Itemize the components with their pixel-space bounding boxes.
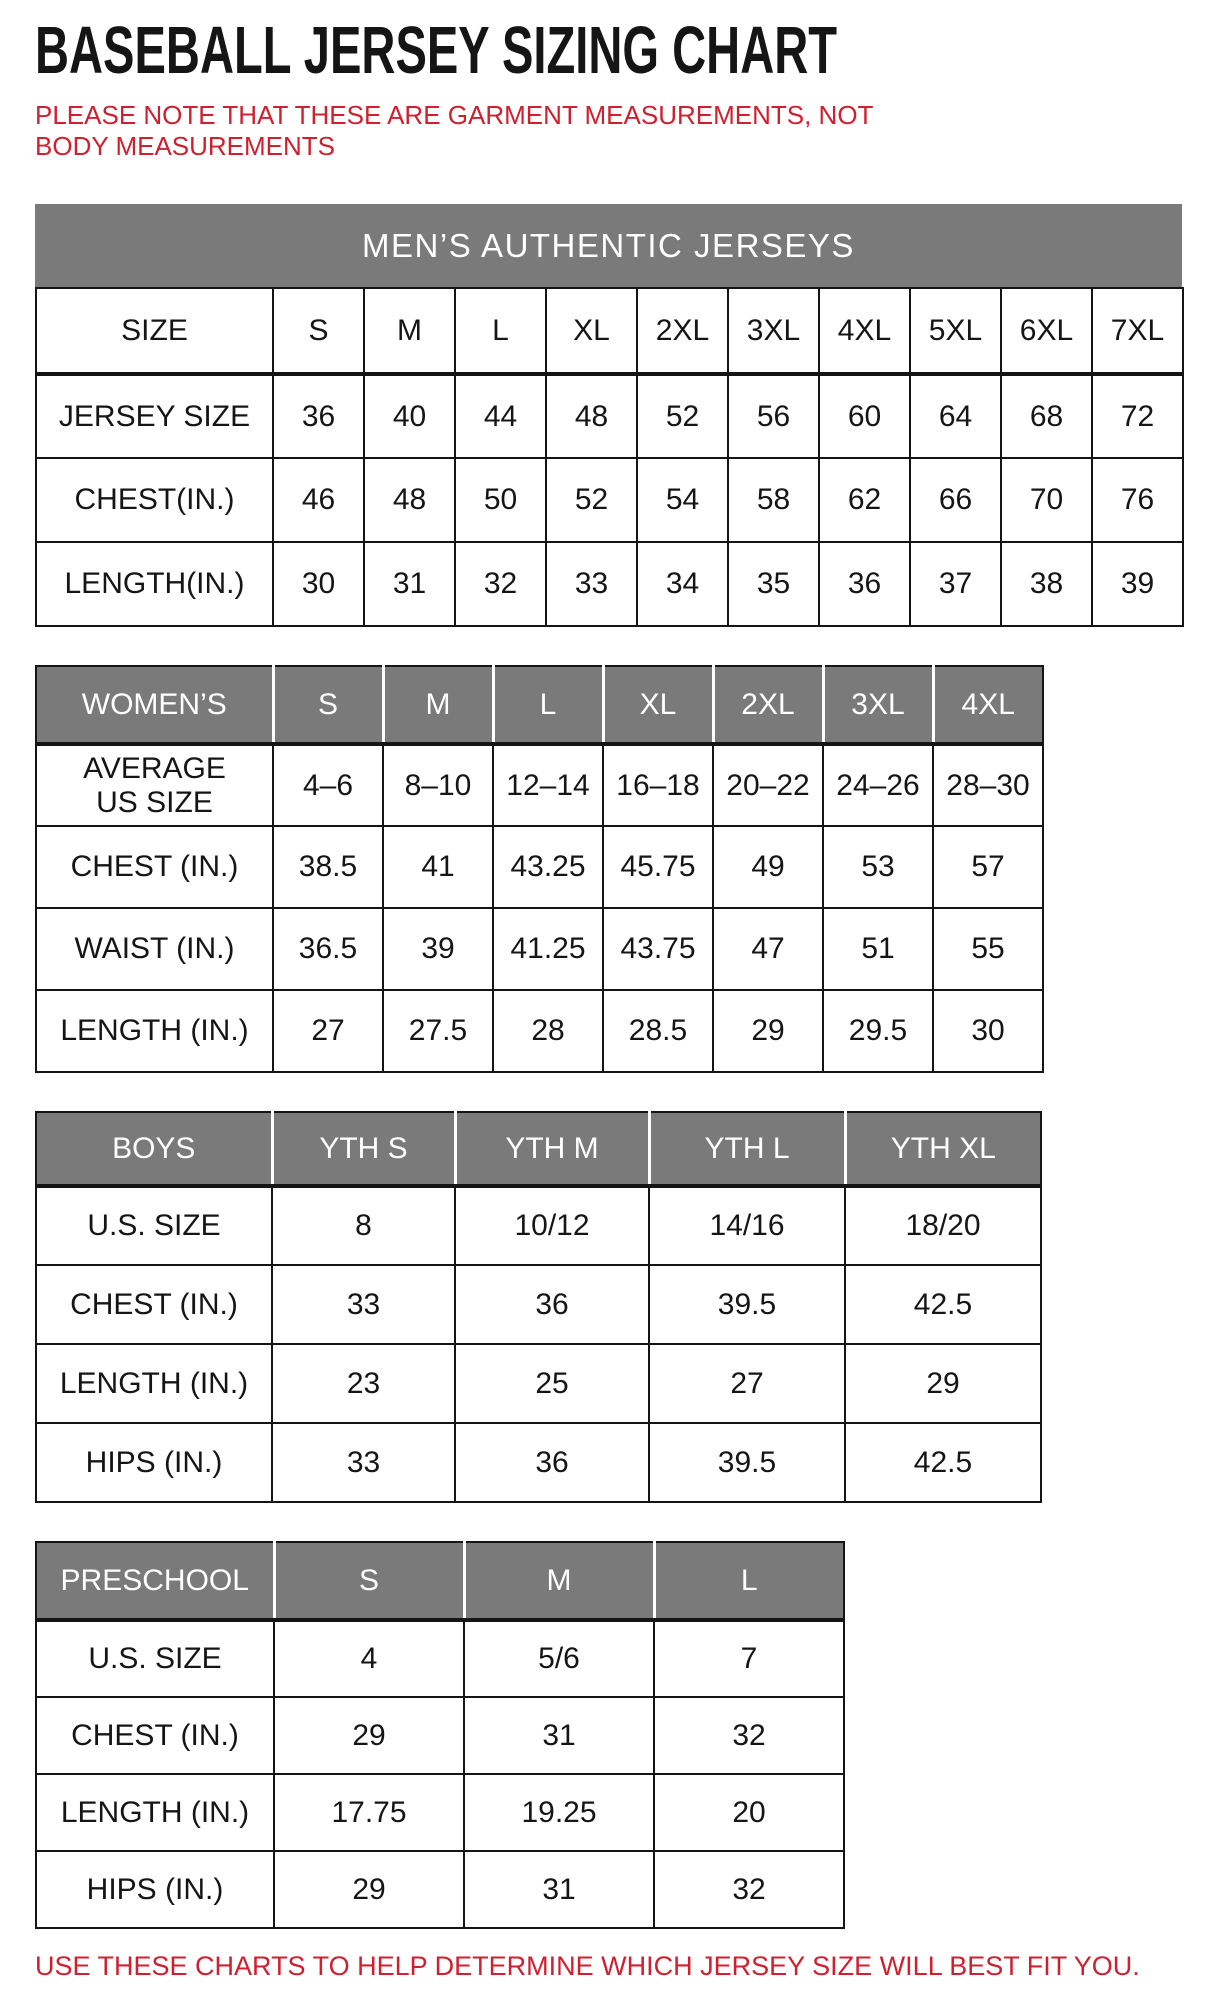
- size-value: 38: [1001, 542, 1092, 626]
- size-value: 52: [546, 458, 637, 542]
- size-value: 37: [910, 542, 1001, 626]
- size-value: 29: [845, 1344, 1041, 1423]
- column-header: S: [274, 1542, 464, 1620]
- size-value: 58: [728, 458, 819, 542]
- size-value: 28: [493, 990, 603, 1072]
- column-header: 7XL: [1092, 288, 1183, 374]
- column-header: 2XL: [713, 666, 823, 744]
- womens-sizing-table: [35, 665, 1044, 1073]
- row-label: CHEST (IN.): [36, 1697, 274, 1774]
- table-row: [36, 908, 1043, 990]
- size-value: 28–30: [933, 744, 1043, 826]
- mens-jerseys-banner: MEN’S AUTHENTIC JERSEYS: [35, 204, 1182, 287]
- column-header: 3XL: [823, 666, 933, 744]
- table-row: [36, 1186, 1041, 1265]
- size-value: 33: [546, 542, 637, 626]
- size-value: 31: [464, 1697, 654, 1774]
- size-value: 72: [1092, 374, 1183, 458]
- column-header: L: [455, 288, 546, 374]
- size-value: 41.25: [493, 908, 603, 990]
- size-value: 29: [713, 990, 823, 1072]
- row-label: HIPS (IN.): [36, 1423, 272, 1502]
- size-value: 53: [823, 826, 933, 908]
- size-value: 19.25: [464, 1774, 654, 1851]
- size-value: 47: [713, 908, 823, 990]
- table-row: [36, 458, 1183, 542]
- row-label: LENGTH (IN.): [36, 990, 273, 1072]
- size-value: 51: [823, 908, 933, 990]
- size-value: 27.5: [383, 990, 493, 1072]
- row-label: CHEST (IN.): [36, 826, 273, 908]
- row-label: HIPS (IN.): [36, 1851, 274, 1928]
- table-row: [36, 1851, 844, 1928]
- size-value: 10/12: [455, 1186, 649, 1265]
- size-value: 36: [455, 1265, 649, 1344]
- size-value: 39.5: [649, 1423, 845, 1502]
- column-header: L: [493, 666, 603, 744]
- table-row: [36, 1423, 1041, 1502]
- column-header: 3XL: [728, 288, 819, 374]
- size-value: 36: [273, 374, 364, 458]
- column-header: M: [383, 666, 493, 744]
- column-header: 4XL: [819, 288, 910, 374]
- size-value: 43.25: [493, 826, 603, 908]
- size-value: 49: [713, 826, 823, 908]
- size-value: 60: [819, 374, 910, 458]
- column-header: 5XL: [910, 288, 1001, 374]
- size-value: 4–6: [273, 744, 383, 826]
- row-label: CHEST(IN.): [36, 458, 273, 542]
- row-label: WAIST (IN.): [36, 908, 273, 990]
- column-header: L: [654, 1542, 844, 1620]
- size-value: 27: [649, 1344, 845, 1423]
- size-value: 20–22: [713, 744, 823, 826]
- size-value: 39: [1092, 542, 1183, 626]
- column-header: YTH S: [272, 1112, 455, 1186]
- column-header: 2XL: [637, 288, 728, 374]
- row-label: LENGTH(IN.): [36, 542, 273, 626]
- size-value: 23: [272, 1344, 455, 1423]
- size-value: 33: [272, 1265, 455, 1344]
- table-row: [36, 1774, 844, 1851]
- preschool-sizing-table: [35, 1541, 845, 1929]
- size-value: 45.75: [603, 826, 713, 908]
- size-value: 29: [274, 1851, 464, 1928]
- table-row: [36, 374, 1183, 458]
- size-value: 54: [637, 458, 728, 542]
- size-value: 27: [273, 990, 383, 1072]
- size-value: 12–14: [493, 744, 603, 826]
- row-label: U.S. SIZE: [36, 1620, 274, 1697]
- size-value: 42.5: [845, 1265, 1041, 1344]
- row-label: LENGTH (IN.): [36, 1774, 274, 1851]
- size-value: 33: [272, 1423, 455, 1502]
- column-header: S: [273, 666, 383, 744]
- size-value: 16–18: [603, 744, 713, 826]
- size-value: 30: [273, 542, 364, 626]
- column-header: M: [364, 288, 455, 374]
- column-header: 6XL: [1001, 288, 1092, 374]
- size-value: 44: [455, 374, 546, 458]
- table-row: [36, 542, 1183, 626]
- size-value: 64: [910, 374, 1001, 458]
- size-value: 38.5: [273, 826, 383, 908]
- size-value: 36: [819, 542, 910, 626]
- size-value: 32: [654, 1851, 844, 1928]
- column-header: YTH M: [455, 1112, 649, 1186]
- size-value: 7: [654, 1620, 844, 1697]
- size-value: 42.5: [845, 1423, 1041, 1502]
- row-label: LENGTH (IN.): [36, 1344, 272, 1423]
- size-value: 4: [274, 1620, 464, 1697]
- row-label: U.S. SIZE: [36, 1186, 272, 1265]
- size-value: 68: [1001, 374, 1092, 458]
- table-row: [36, 1620, 844, 1697]
- table-title-cell: WOMEN’S: [36, 666, 273, 744]
- size-value: 18/20: [845, 1186, 1041, 1265]
- table-row: [36, 1697, 844, 1774]
- table-title-cell: PRESCHOOL: [36, 1542, 274, 1620]
- size-value: 66: [910, 458, 1001, 542]
- row-label: CHEST (IN.): [36, 1265, 272, 1344]
- column-header: XL: [603, 666, 713, 744]
- column-header: YTH XL: [845, 1112, 1041, 1186]
- table-title-cell: BOYS: [36, 1112, 272, 1186]
- size-value: 5/6: [464, 1620, 654, 1697]
- page-title: BASEBALL JERSEY SIZING CHART: [35, 13, 838, 89]
- column-header: 4XL: [933, 666, 1043, 744]
- column-header: S: [273, 288, 364, 374]
- size-value: 43.75: [603, 908, 713, 990]
- row-label: JERSEY SIZE: [36, 374, 273, 458]
- size-value: 46: [273, 458, 364, 542]
- table-row: [36, 1344, 1041, 1423]
- size-value: 31: [364, 542, 455, 626]
- size-value: 32: [455, 542, 546, 626]
- garment-measurement-note: PLEASE NOTE THAT THESE ARE GARMENT MEASUREMENTS, NOT BODY MEASUREMENTS: [35, 100, 873, 162]
- size-value: 56: [728, 374, 819, 458]
- table-row: [36, 990, 1043, 1072]
- table-row: [36, 666, 1043, 744]
- size-value: 40: [364, 374, 455, 458]
- size-value: 25: [455, 1344, 649, 1423]
- size-value: 41: [383, 826, 493, 908]
- column-header: M: [464, 1542, 654, 1620]
- size-value: 76: [1092, 458, 1183, 542]
- size-value: 39.5: [649, 1265, 845, 1344]
- size-value: 70: [1001, 458, 1092, 542]
- size-value: 31: [464, 1851, 654, 1928]
- size-value: 28.5: [603, 990, 713, 1072]
- size-value: 57: [933, 826, 1043, 908]
- size-value: 35: [728, 542, 819, 626]
- table-row: [36, 826, 1043, 908]
- table-row: [36, 1265, 1041, 1344]
- size-value: 48: [364, 458, 455, 542]
- fit-note: USE THESE CHARTS TO HELP DETERMINE WHICH JERSEY SIZE WILL BEST FIT YOU.: [35, 1951, 1140, 1982]
- size-value: 52: [637, 374, 728, 458]
- column-header: XL: [546, 288, 637, 374]
- size-value: 30: [933, 990, 1043, 1072]
- column-header: YTH L: [649, 1112, 845, 1186]
- table-row: [36, 1542, 844, 1620]
- size-value: 32: [654, 1697, 844, 1774]
- size-value: 39: [383, 908, 493, 990]
- size-value: 8–10: [383, 744, 493, 826]
- boys-sizing-table: [35, 1111, 1042, 1503]
- size-value: 36.5: [273, 908, 383, 990]
- size-value: 50: [455, 458, 546, 542]
- size-value: 34: [637, 542, 728, 626]
- size-value: 14/16: [649, 1186, 845, 1265]
- size-value: 20: [654, 1774, 844, 1851]
- size-value: 24–26: [823, 744, 933, 826]
- size-value: 29: [274, 1697, 464, 1774]
- size-value: 48: [546, 374, 637, 458]
- table-row: [36, 288, 1183, 374]
- row-label: AVERAGE US SIZE: [36, 744, 273, 826]
- size-value: 8: [272, 1186, 455, 1265]
- size-value: 55: [933, 908, 1043, 990]
- size-value: 29.5: [823, 990, 933, 1072]
- table-row: [36, 1112, 1041, 1186]
- row-label: SIZE: [36, 288, 273, 374]
- size-value: 62: [819, 458, 910, 542]
- mens-sizing-table: [35, 287, 1184, 627]
- size-value: 17.75: [274, 1774, 464, 1851]
- table-row: [36, 744, 1043, 826]
- size-value: 36: [455, 1423, 649, 1502]
